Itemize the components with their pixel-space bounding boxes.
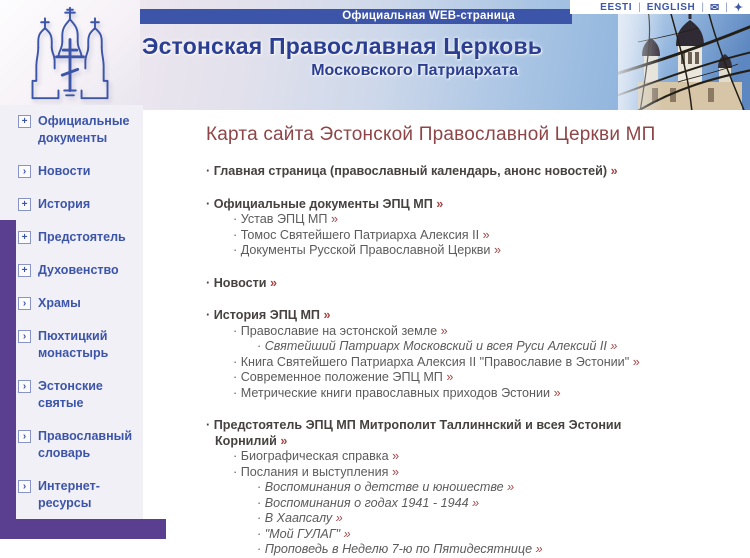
sitemap-entry[interactable] (206, 449, 730, 465)
entry-arrow: » (629, 354, 640, 369)
sidebar-item-8[interactable] (18, 378, 130, 412)
plus-box-icon: + (18, 198, 31, 211)
sidebar-item-label: Православный словарь (38, 429, 133, 460)
entry-arrow: » (340, 526, 351, 541)
header (140, 0, 750, 110)
page-title: Карта сайта Эстонской Православной Церкви МП (206, 124, 656, 145)
entry-arrow: » (479, 227, 490, 242)
sitemap-entry[interactable] (206, 308, 730, 324)
compass-star-icon[interactable]: ✦ (733, 1, 743, 14)
site-subtitle: Московского Патриархата (311, 62, 518, 79)
entry-bullet: · (206, 275, 214, 290)
sitemap-entry[interactable] (206, 465, 730, 481)
plus-box-icon: + (18, 264, 31, 277)
entry-text: Книга Святейшего Патриарха Алексия II "Православие в Эстонии" (240, 354, 630, 369)
entry-text: Документы Русской Православной Церкви (240, 243, 491, 257)
separator: | (725, 1, 728, 13)
entry-arrow: » (388, 464, 399, 479)
sidebar-item-3[interactable] (18, 196, 130, 213)
entry-arrow: » (532, 542, 543, 556)
sidebar-item-label: Духовенство (38, 263, 119, 277)
sitemap-entry[interactable] (206, 197, 730, 213)
separator: | (638, 1, 641, 13)
entry-text: Томос Святейшего Патриарха Алексия II (240, 227, 480, 242)
entry-arrow: » (437, 323, 448, 338)
entry-bullet: · (257, 339, 265, 353)
sitemap-entry[interactable] (206, 418, 730, 449)
sidebar-item-5[interactable] (18, 262, 130, 279)
sidebar-nav (18, 113, 133, 528)
entry-bullet: · (233, 370, 241, 384)
sitemap-entry[interactable] (206, 228, 730, 244)
sitemap-entry[interactable] (206, 324, 730, 340)
purple-bar-vertical (0, 220, 16, 539)
main-content (206, 124, 730, 558)
arrow-box-icon: › (18, 297, 31, 310)
entry-bullet: · (233, 243, 241, 257)
entry-arrow: » (388, 449, 400, 463)
entry-bullet: · (233, 212, 241, 226)
entry-bullet: · (206, 196, 214, 211)
entry-arrow: » (266, 275, 278, 290)
entry-text: Новости (213, 275, 267, 290)
arrow-box-icon: › (18, 165, 31, 178)
entry-text: Метрические книги православных приходов Эстонии (240, 385, 551, 400)
entry-bullet: · (257, 495, 265, 510)
sitemap-entry[interactable] (206, 386, 730, 402)
entry-arrow: » (490, 243, 501, 257)
entry-text: Проповедь в Неделю 7-ю по Пятидесятнице (264, 542, 533, 556)
entry-arrow: » (442, 370, 454, 384)
entry-bullet: · (257, 480, 265, 494)
logo-panel (0, 0, 140, 105)
sidebar-item-label: Официальные документы (38, 114, 130, 145)
plus-box-icon: + (18, 115, 31, 128)
entry-text: Православие на эстонской земле (240, 323, 438, 338)
entry-bullet: · (233, 464, 241, 479)
entry-text: Предстоятель ЭПЦ МП Митрополит Таллиннский и всея Эстонии (213, 418, 622, 432)
entry-bullet: · (257, 526, 265, 541)
plus-box-icon: + (18, 231, 31, 244)
site-title-block (142, 33, 543, 80)
sidebar-item-7[interactable] (18, 328, 130, 362)
entry-bullet: · (206, 418, 214, 432)
entry-bullet: · (233, 449, 241, 463)
entry-text: Официальные документы ЭПЦ МП (213, 196, 433, 211)
entry-arrow: » (606, 339, 618, 353)
entry-text: Биографическая справка (240, 449, 389, 463)
entry-text: Святейший Патриарх Московский и всея Руси Алексий II (264, 339, 607, 353)
entry-text: "Мой ГУЛАГ" (264, 526, 341, 541)
entry-arrow: » (320, 308, 331, 322)
entry-bullet: · (233, 227, 241, 242)
sidebar-item-label: Пюхтицкий монастырь (38, 329, 109, 360)
sitemap-list (206, 164, 730, 558)
entry-bullet: · (233, 354, 241, 369)
sitemap-entry[interactable] (206, 212, 730, 228)
entry-bullet: · (257, 542, 265, 556)
arrow-box-icon: › (18, 430, 31, 443)
sitemap-entry[interactable] (206, 370, 730, 386)
entry-arrow: » (503, 480, 515, 494)
sitemap-entry[interactable] (206, 542, 730, 558)
sidebar-item-6[interactable] (18, 295, 130, 312)
official-banner-label: Официальная WEB-страница (342, 10, 515, 22)
entry-arrow: » (550, 385, 561, 400)
sitemap-entry[interactable] (206, 480, 730, 496)
arrow-box-icon: › (18, 380, 31, 393)
mail-icon[interactable]: ✉ (709, 1, 720, 14)
entry-text-line2: Корнилий (215, 433, 277, 448)
sitemap-entry[interactable] (206, 496, 730, 512)
entry-bullet: · (206, 308, 214, 322)
topbar (570, 0, 750, 14)
entry-arrow: » (327, 212, 338, 226)
entry-arrow: » (607, 164, 618, 178)
sidebar-item-1[interactable] (18, 113, 130, 147)
entry-text: Воспоминания о детстве и юношестве (264, 480, 504, 494)
entry-bullet: · (206, 164, 214, 178)
cathedral-photo (618, 12, 750, 110)
entry-text: Современное положение ЭПЦ МП (240, 370, 443, 384)
sidebar-item-10[interactable] (18, 478, 130, 512)
entry-arrow: » (276, 433, 288, 448)
arrow-box-icon: › (18, 480, 31, 493)
arrow-box-icon: › (18, 330, 31, 343)
site-title: Эстонская Православная Церковь (142, 33, 543, 59)
sidebar-item-label: Новости (38, 164, 91, 178)
sidebar-item-label: История (38, 197, 91, 211)
sidebar-item-label: Храмы (38, 296, 81, 310)
entry-bullet: · (257, 511, 265, 525)
sidebar-item-4[interactable] (18, 229, 130, 246)
entry-text: История ЭПЦ МП (213, 308, 320, 322)
sidebar-item-label: Интернет-ресурсы (38, 479, 100, 510)
separator: | (701, 1, 704, 13)
entry-text: Воспоминания о годах 1941 - 1944 (264, 495, 469, 510)
entry-arrow: » (332, 511, 343, 525)
sidebar-item-label: Предстоятель (38, 230, 126, 244)
entry-arrow: » (432, 196, 444, 211)
entry-arrow: » (468, 495, 480, 510)
sitemap-entry[interactable] (206, 527, 730, 543)
sidebar-item-2[interactable] (18, 163, 130, 180)
sitemap-entry[interactable] (206, 276, 730, 292)
entry-bullet: · (233, 385, 241, 400)
sitemap-entry[interactable] (206, 355, 730, 371)
church-logo[interactable] (20, 5, 120, 101)
sitemap-entry[interactable] (206, 243, 730, 259)
lang-link-eesti[interactable]: EESTI (600, 1, 633, 13)
sitemap-entry[interactable] (206, 339, 730, 355)
sidebar-item-9[interactable] (18, 428, 133, 462)
sitemap-entry[interactable] (206, 511, 730, 527)
entry-bullet: · (233, 323, 241, 338)
entry-text: В Хаапсалу (264, 511, 333, 525)
entry-text: Устав ЭПЦ МП (240, 212, 328, 226)
official-banner (140, 9, 572, 24)
sidebar (0, 105, 143, 539)
entry-text: Главная страница (православный календарь, анонс новостей) (213, 164, 608, 178)
lang-link-english[interactable]: ENGLISH (646, 1, 696, 13)
sidebar-item-label: Эстонские святые (38, 379, 103, 410)
entry-text: Послания и выступления (240, 464, 389, 479)
sitemap-entry[interactable] (206, 164, 730, 180)
